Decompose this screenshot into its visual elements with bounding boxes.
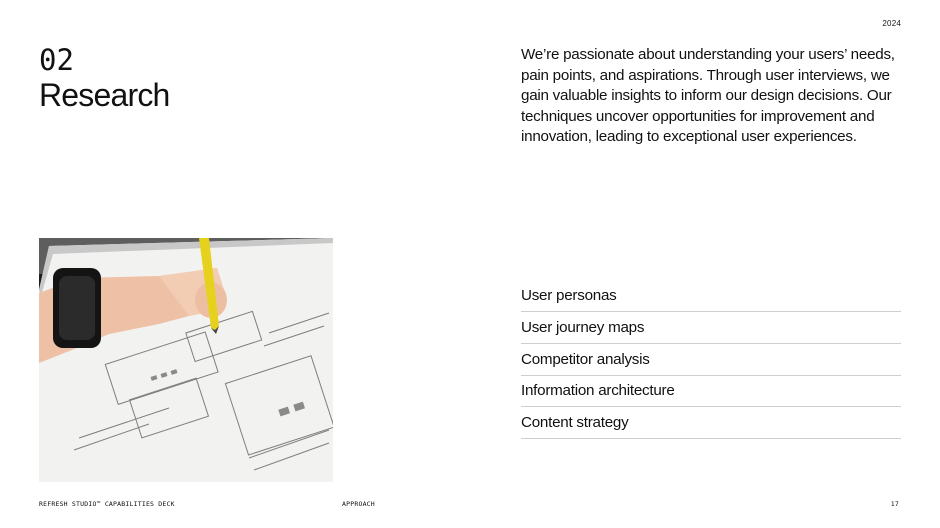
footer-section-label: APPROACH bbox=[342, 500, 375, 508]
year-label: 2024 bbox=[882, 19, 901, 28]
services-list bbox=[521, 281, 901, 440]
intro-paragraph: We’re passionate about understanding your users’ needs, pain points, and aspirations. Through user interviews, we gain valuable insights to inform our design decisions. Our techniques uncover opportunities for improvement and innovation, leading to exceptional user experiences. bbox=[521, 46, 895, 146]
list-item: Competitor analysis bbox=[521, 345, 901, 376]
research-photo bbox=[39, 238, 333, 482]
footer-deck-title: REFRESH STUDIO™ CAPABILITIES DECK bbox=[39, 500, 175, 508]
list-item: User journey maps bbox=[521, 313, 901, 344]
page-number: 17 bbox=[890, 500, 899, 508]
list-item: Content strategy bbox=[521, 408, 901, 439]
section-title: Research bbox=[39, 77, 170, 113]
list-item: User personas bbox=[521, 281, 901, 312]
list-item: Information architecture bbox=[521, 376, 901, 407]
section-number: 02 bbox=[39, 43, 74, 77]
